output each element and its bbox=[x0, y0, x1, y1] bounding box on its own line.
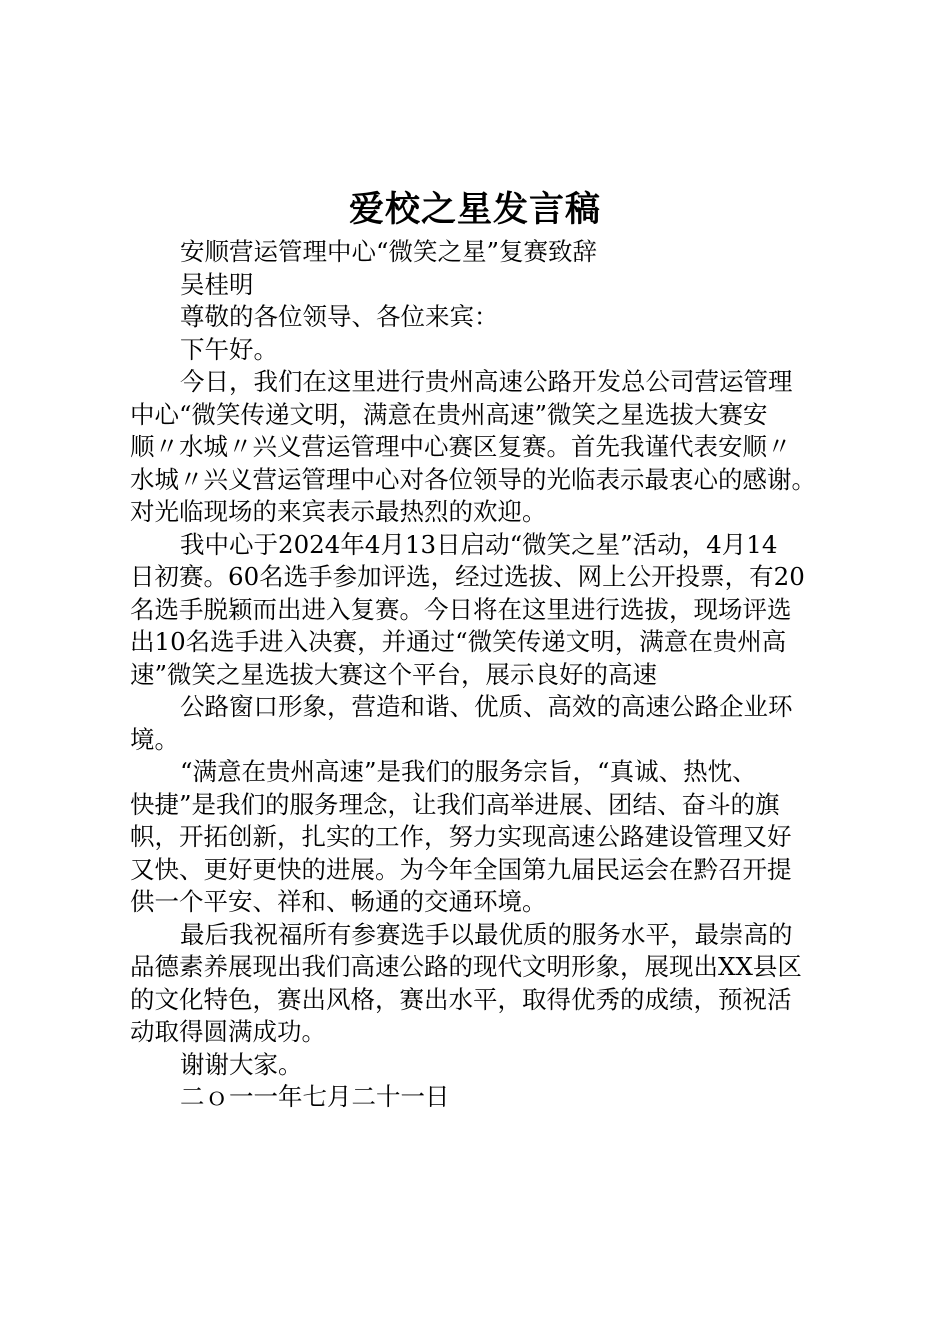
paragraph-4-line: 帜，开拓创新，扎实的工作，努力实现高速公路建设管理又好 bbox=[130, 822, 792, 851]
paragraph-4-line: 快捷”是我们的服务理念，让我们高举进展、团结、奋斗的旗 bbox=[130, 789, 780, 819]
paragraph-2-line: 速”微笑之星选拔大赛这个平台，展示良好的高速 bbox=[130, 659, 658, 689]
closing-line: 谢谢大家。 bbox=[180, 1049, 303, 1079]
paragraph-4-line: 又快、更好更快的进展。为今年全国第九届民运会在黔召开提 bbox=[130, 854, 792, 884]
paragraph-2-line: 名选手脱颖而出进入复赛。今日将在这里进行选拔，现场评选 bbox=[130, 594, 792, 624]
salutation-line: 尊敬的各位领导、各位来宾： bbox=[180, 302, 499, 331]
paragraph-5-line: 的文化特色，赛出风格，赛出水平，取得优秀的成绩，预祝活 bbox=[130, 984, 792, 1014]
paragraph-3-line: 公路窗口形象，营造和谐、优质、高效的高速公路企业环 bbox=[180, 692, 793, 721]
paragraph-4-line: 供一个平安、祥和、畅通的交通环境。 bbox=[130, 887, 547, 916]
paragraph-3-line: 境。 bbox=[130, 724, 179, 754]
paragraph-5-line: 动取得圆满成功。 bbox=[130, 1017, 326, 1046]
paragraph-4-line: “满意在贵州高速”是我们的服务宗旨，“真诚、热忱、 bbox=[180, 757, 757, 786]
document-title: 爱校之星发言稿 bbox=[348, 190, 601, 230]
paragraph-2-line: 我中心于2024年4月13日启动“微笑之星”活动，4月14 bbox=[180, 529, 778, 559]
document-body bbox=[130, 236, 850, 1114]
paragraph-1-line: 对光临现场的来宾表示最热烈的欢迎。 bbox=[130, 497, 547, 526]
paragraph-5-line: 品德素养展现出我们高速公路的现代文明形象，展现出XX县区 bbox=[130, 952, 802, 981]
paragraph-1-line: 今日，我们在这里进行贵州高速公路开发总公司营运管理 bbox=[180, 367, 793, 396]
paragraph-2-line: 日初赛。60名选手参加评选，经过选拔、网上公开投票，有20 bbox=[130, 562, 805, 591]
date-line: 二ｏ一一年七月二十一日 bbox=[180, 1082, 450, 1111]
greeting-line: 下午好。 bbox=[180, 334, 278, 364]
paragraph-1-line: 中心“微笑传递文明，满意在贵州高速”微笑之星选拔大赛安 bbox=[130, 399, 768, 429]
subtitle-line: 安顺营运管理中心“微笑之星”复赛致辞 bbox=[180, 237, 598, 266]
paragraph-2-line: 出10名选手进入决赛，并通过“微笑传递文明，满意在贵州高 bbox=[130, 627, 787, 656]
paragraph-5-line: 最后我祝福所有参赛选手以最优质的服务水平，最崇高的 bbox=[180, 919, 793, 949]
paragraph-1-line: 顺〃水城〃兴义营运管理中心赛区复赛。首先我谨代表安顺〃 bbox=[130, 432, 792, 461]
author-line: 吴桂明 bbox=[180, 269, 254, 299]
paragraph-1-line: 水城〃兴义营运管理中心对各位领导的光临表示最衷心的感谢。 bbox=[130, 464, 816, 494]
